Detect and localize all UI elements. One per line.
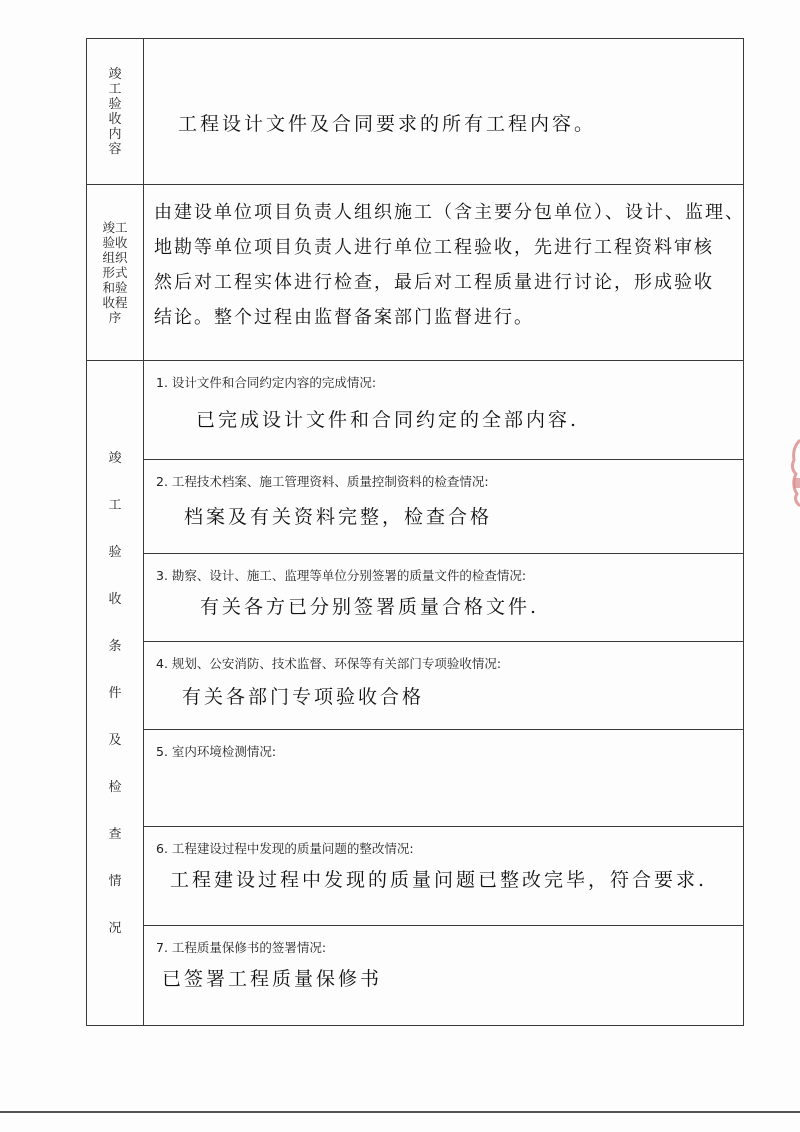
condition-cell-6 — [144, 827, 744, 926]
procedure-line: 结论。整个过程由监督备案部门监督进行。 — [154, 307, 534, 328]
condition-answer-6: 工程建设过程中发现的质量问题已整改完毕，符合要求. — [170, 869, 708, 891]
condition-row-5 — [87, 730, 744, 827]
condition-label-7: 7. 工程质量保修书的签署情况: — [156, 940, 327, 955]
condition-cell-2 — [144, 460, 744, 554]
procedure-content-cell — [144, 185, 744, 361]
procedure-row — [87, 185, 744, 361]
procedure-label-cell — [87, 185, 144, 361]
scope-row — [87, 39, 744, 185]
conditions-label: 竣工验收条件及检查情况 — [108, 450, 122, 936]
condition-row-4 — [87, 642, 744, 730]
procedure-line: 然后对工程实体进行检查，最后对工程质量进行讨论，形成验收 — [154, 272, 714, 293]
condition-cell-1 — [144, 361, 744, 460]
condition-label-1: 1. 设计文件和合同约定内容的完成情况: — [156, 375, 377, 390]
condition-label-5: 5. 室内环境检测情况: — [156, 744, 277, 759]
condition-label-3: 3. 勘察、设计、施工、监理等单位分别签署的质量文件的检查情况: — [156, 568, 527, 583]
condition-row-2 — [87, 460, 744, 554]
condition-answer-4: 有关各部门专项验收合格 — [182, 686, 425, 708]
scope-content-cell — [144, 39, 744, 185]
condition-answer-7: 已签署工程质量保修书 — [162, 968, 383, 990]
condition-row-7 — [87, 926, 744, 1026]
procedure-line: 地勘等单位项目负责人进行单位工程验收，先进行工程资料审核 — [154, 237, 714, 258]
conditions-label-cell — [87, 361, 144, 1026]
scope-label: 竣工验收内容 — [108, 66, 122, 157]
condition-label-6: 6. 工程建设过程中发现的质量问题的整改情况: — [156, 841, 414, 856]
condition-cell-7 — [144, 926, 744, 1026]
condition-answer-1: 已完成设计文件和合同约定的全部内容. — [196, 409, 580, 431]
condition-label-4: 4. 规划、公安消防、技术监督、环保等有关部门专项验收情况: — [156, 656, 502, 671]
procedure-line: 由建设单位项目负责人组织施工（含主要分包单位）、设计、监理、 — [154, 202, 745, 223]
condition-answer-2: 档案及有关资料完整，检查合格 — [184, 506, 493, 528]
acceptance-form-table — [86, 38, 744, 1026]
procedure-content — [154, 195, 745, 335]
condition-cell-3 — [144, 554, 744, 642]
condition-cell-5 — [144, 730, 744, 827]
stamp-fragment — [788, 438, 800, 508]
condition-answer-3: 有关各方已分别签署质量合格文件. — [200, 596, 540, 618]
condition-label-2: 2. 工程技术档案、施工管理资料、质量控制资料的检查情况: — [156, 474, 489, 489]
condition-row-6 — [87, 827, 744, 926]
page-bottom-rule — [0, 1111, 800, 1113]
condition-row-1 — [87, 361, 744, 460]
scope-label-cell — [87, 39, 144, 185]
procedure-label: 竣工验收组织形式和验收程序 — [102, 219, 128, 325]
scope-content: 工程设计文件及合同要求的所有工程内容。 — [178, 113, 597, 135]
condition-cell-4 — [144, 642, 744, 730]
condition-row-3 — [87, 554, 744, 642]
